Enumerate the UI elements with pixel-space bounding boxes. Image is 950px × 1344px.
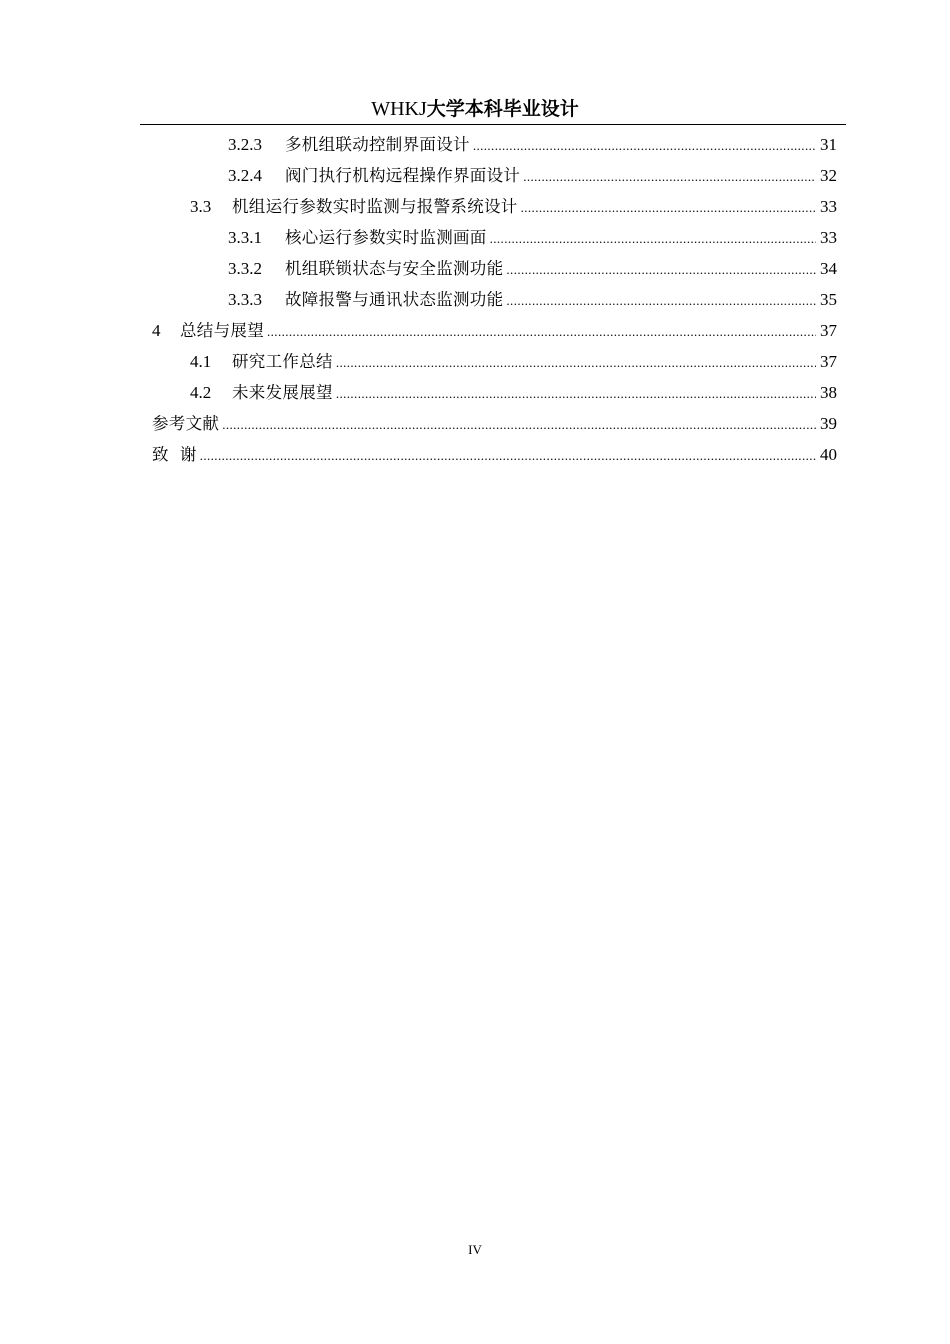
header-latin-text: WHKJ xyxy=(371,98,427,120)
toc-entry[interactable] xyxy=(152,222,837,253)
toc-entry-title: 故障报警与通讯状态监测功能 xyxy=(285,290,504,309)
toc-entry-title: 核心运行参数实时监测画面 xyxy=(285,228,487,247)
toc-leader-dots xyxy=(506,254,816,285)
toc-leader-dots xyxy=(267,316,816,347)
toc-leader-dots xyxy=(222,409,816,440)
toc-entry-title: 未来发展展望 xyxy=(232,383,333,402)
toc-entry-number: 3.2.3 xyxy=(228,135,262,154)
toc-entry[interactable] xyxy=(152,160,837,191)
page-header xyxy=(0,96,950,122)
toc-entry[interactable] xyxy=(152,346,837,377)
toc-entry-page: 33 xyxy=(820,228,837,247)
toc-entry-page: 35 xyxy=(820,290,837,309)
toc-entry-title: 总结与展望 xyxy=(180,321,264,340)
toc-entry-number: 4.2 xyxy=(190,383,212,402)
toc-entry-title: 阀门执行机构远程操作界面设计 xyxy=(285,166,521,185)
toc-entry[interactable] xyxy=(152,129,837,160)
toc-entry-page: 39 xyxy=(820,414,837,433)
toc-entry-number: 4 xyxy=(152,321,161,340)
header-rule xyxy=(140,124,846,125)
toc-entry-page: 32 xyxy=(820,166,837,185)
toc-entry-page: 38 xyxy=(820,383,837,402)
toc-entry-page: 34 xyxy=(820,259,837,278)
toc-entry-page: 33 xyxy=(820,197,837,216)
toc-leader-dots xyxy=(523,161,816,192)
toc-entry-number: 3.3.3 xyxy=(228,290,262,309)
toc-leader-dots xyxy=(336,378,816,409)
toc-entry-number: 3.3 xyxy=(190,197,212,216)
toc-entry-number: 3.3.1 xyxy=(228,228,262,247)
toc-leader-dots xyxy=(200,440,816,471)
toc-entry-title: 致 谢 xyxy=(152,445,197,464)
toc-entry-title: 机组联锁状态与安全监测功能 xyxy=(285,259,504,278)
toc-entry-number: 4.1 xyxy=(190,352,212,371)
toc-leader-dots xyxy=(473,130,816,161)
toc-leader-dots xyxy=(490,223,816,254)
toc-entry-number: 3.2.4 xyxy=(228,166,262,185)
toc-entry[interactable] xyxy=(152,377,837,408)
table-of-contents xyxy=(152,129,837,470)
toc-entry[interactable] xyxy=(152,315,837,346)
toc-entry[interactable] xyxy=(152,408,837,439)
page-number-footer: IV xyxy=(468,1242,482,1257)
toc-entry[interactable] xyxy=(152,253,837,284)
toc-leader-dots xyxy=(506,285,816,316)
toc-entry-number: 3.3.2 xyxy=(228,259,262,278)
header-cjk-text: 大学本科毕业设计 xyxy=(426,98,579,120)
toc-entry-title: 多机组联动控制界面设计 xyxy=(285,135,470,154)
toc-entry-title: 研究工作总结 xyxy=(232,352,333,371)
toc-entry-page: 37 xyxy=(820,352,837,371)
toc-entry[interactable] xyxy=(152,439,837,470)
toc-entry-title: 机组运行参数实时监测与报警系统设计 xyxy=(232,197,518,216)
toc-entry[interactable] xyxy=(152,191,837,222)
toc-entry-title: 参考文献 xyxy=(152,414,220,433)
toc-leader-dots xyxy=(336,347,816,378)
toc-entry-page: 37 xyxy=(820,321,837,340)
toc-entry-page: 40 xyxy=(820,445,837,464)
toc-entry-page: 31 xyxy=(820,135,837,154)
toc-leader-dots xyxy=(521,192,816,223)
toc-entry[interactable] xyxy=(152,284,837,315)
